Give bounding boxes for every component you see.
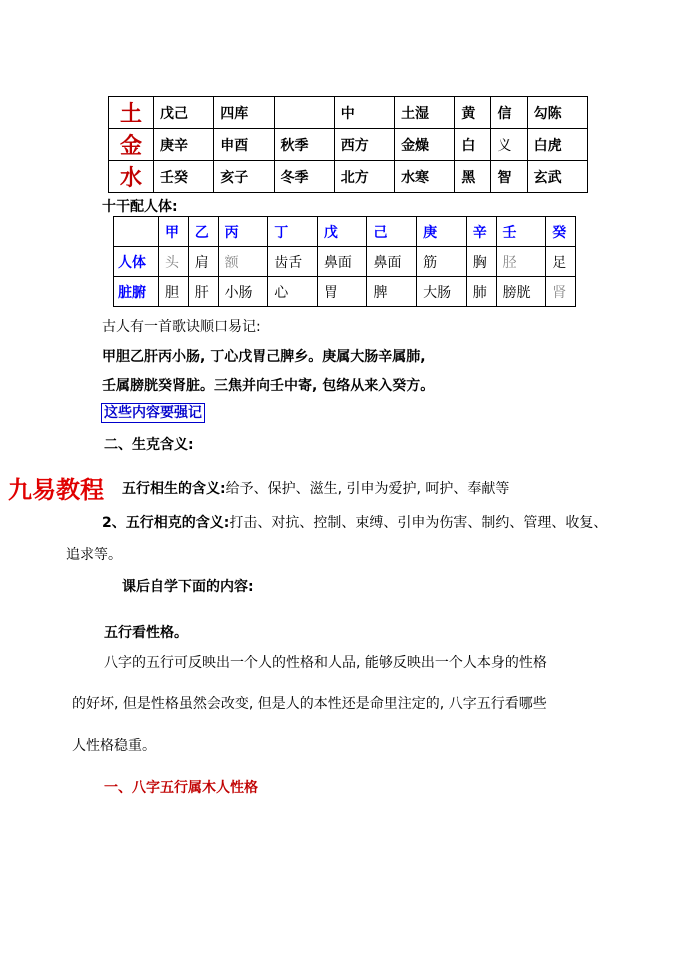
table-cell: 四库: [214, 97, 274, 129]
definition-label: 五行相生的含义:: [122, 481, 226, 497]
paragraph-line: 人性格稳重。: [72, 738, 156, 754]
table-row: [114, 247, 576, 277]
row-label: 人体: [114, 247, 159, 277]
self-study-note: 课后自学下面的内容:: [122, 579, 254, 595]
header-cell: 丙: [218, 217, 268, 247]
paragraph-line: 八字的五行可反映出一个人的性格和人品, 能够反映出一个人本身的性格: [104, 655, 547, 671]
table-cell: 心: [268, 277, 318, 307]
table-cell: 亥子: [214, 161, 274, 193]
corner-cell: [114, 217, 159, 247]
subsection-title: 一、八字五行属木人性格: [104, 780, 258, 796]
element-attributes-table: [108, 96, 588, 193]
table-cell: 齿舌: [268, 247, 318, 277]
watermark-logo: 九易教程: [8, 476, 104, 504]
table-cell: 头: [159, 247, 189, 277]
table-cell: 胫: [496, 247, 546, 277]
table-cell: 肩: [188, 247, 218, 277]
header-cell: 癸: [546, 217, 576, 247]
definition-continuation: 追求等。: [66, 547, 122, 563]
poem-line: 壬属膀胱癸肾脏。三焦并向壬中寄, 包络从来入癸方。: [102, 378, 435, 394]
header-cell: 甲: [159, 217, 189, 247]
table-cell: 筋: [417, 247, 467, 277]
definition-text: 打击、对抗、控制、束缚、引申为伤害、制约、管理、收复、: [229, 515, 608, 531]
table-cell: 黄: [455, 97, 491, 129]
header-cell: 庚: [417, 217, 467, 247]
table-cell: 庚辛: [154, 129, 214, 161]
table-cell: 北方: [334, 161, 394, 193]
header-cell: 乙: [188, 217, 218, 247]
table-header-row: [114, 217, 576, 247]
table-cell: 胸: [466, 247, 496, 277]
table-cell: 额: [218, 247, 268, 277]
table-cell: 土湿: [395, 97, 455, 129]
table-cell: 白虎: [527, 129, 587, 161]
header-cell: 丁: [268, 217, 318, 247]
poem-line: 甲胆乙肝丙小肠, 丁心戊胃己脾乡。庚属大肠辛属肺,: [102, 349, 426, 365]
table-row: [109, 161, 588, 193]
table-cell: 申酉: [214, 129, 274, 161]
paragraph-line: 的好坏, 但是性格虽然会改变, 但是人的本性还是命里注定的, 八字五行看哪些: [72, 696, 547, 712]
emphasis-box: 这些内容要强记: [101, 403, 205, 423]
table-cell: 大肠: [417, 277, 467, 307]
table-cell: 义: [491, 129, 527, 161]
table-cell: 足: [546, 247, 576, 277]
table-cell: 玄武: [527, 161, 587, 193]
body-mapping-heading: 十干配人体:: [102, 199, 178, 215]
definition-label: 2、五行相克的含义:: [102, 515, 230, 531]
table-cell: 胃: [317, 277, 367, 307]
table-cell: 肺: [466, 277, 496, 307]
definition-generation: [122, 478, 509, 498]
table-cell: 鼻面: [317, 247, 367, 277]
header-cell: 戊: [317, 217, 367, 247]
table-cell: 白: [455, 129, 491, 161]
table-cell: 秋季: [274, 129, 334, 161]
table-cell: 水寒: [395, 161, 455, 193]
table-cell: 鼻面: [367, 247, 417, 277]
table-cell: 小肠: [218, 277, 268, 307]
table-row: [109, 129, 588, 161]
definition-restriction: [102, 512, 607, 532]
element-cell: 金: [109, 129, 154, 161]
table-cell: 金燥: [395, 129, 455, 161]
element-cell: 水: [109, 161, 154, 193]
table-cell: 智: [491, 161, 527, 193]
row-label: 脏腑: [114, 277, 159, 307]
definition-text: 给予、保护、滋生, 引申为爱护, 呵护、奉献等: [225, 481, 510, 497]
stems-body-table: [113, 216, 576, 307]
table-cell: 勾陈: [527, 97, 587, 129]
table-cell: [274, 97, 334, 129]
topic-title: 五行看性格。: [104, 625, 188, 641]
header-cell: 壬: [496, 217, 546, 247]
table-cell: 脾: [367, 277, 417, 307]
table-cell: 膀胱: [496, 277, 546, 307]
table-cell: 壬癸: [154, 161, 214, 193]
table-row: [114, 277, 576, 307]
table-cell: 戊己: [154, 97, 214, 129]
table-cell: 肝: [188, 277, 218, 307]
header-cell: 己: [367, 217, 417, 247]
table-cell: 西方: [334, 129, 394, 161]
header-cell: 辛: [466, 217, 496, 247]
table-cell: 黑: [455, 161, 491, 193]
table-cell: 冬季: [274, 161, 334, 193]
section-title: 二、生克含义:: [104, 437, 194, 453]
table-cell: 胆: [159, 277, 189, 307]
table-cell: 肾: [546, 277, 576, 307]
table-cell: 中: [334, 97, 394, 129]
element-cell: 土: [109, 97, 154, 129]
table-row: [109, 97, 588, 129]
table-cell: 信: [491, 97, 527, 129]
poem-intro: 古人有一首歌诀顺口易记:: [102, 319, 261, 335]
